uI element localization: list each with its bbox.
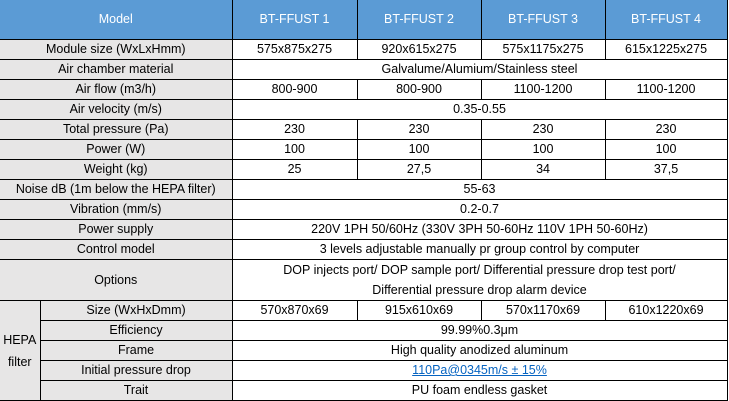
row-label: Total pressure (Pa) (0, 120, 232, 140)
cell: 100 (357, 140, 481, 160)
cell: 575x875x275 (232, 40, 357, 60)
cell: 99.99%0.3μm (232, 321, 727, 341)
row-hepa-frame (0, 341, 727, 361)
cell: 570x870x69 (232, 301, 357, 321)
row-hepa-efficiency (0, 321, 727, 341)
cell: 100 (605, 140, 727, 160)
row-label: Control model (0, 240, 232, 260)
row-power (0, 140, 727, 160)
model-header-1: BT-FFUST 1 (232, 0, 357, 40)
row-label: Efficiency (40, 321, 232, 341)
row-module-size (0, 40, 727, 60)
cell: 230 (232, 120, 357, 140)
row-air-flow (0, 80, 727, 100)
cell: 610x1220x69 (605, 301, 727, 321)
cell: 0.2-0.7 (232, 200, 727, 220)
cell: 100 (481, 140, 605, 160)
cell: 615x1225x275 (605, 40, 727, 60)
group-label-line-2: filter (7, 354, 32, 369)
cell: 100 (232, 140, 357, 160)
cell: 800-900 (357, 80, 481, 100)
row-label: Power (W) (0, 140, 232, 160)
cell: 25 (232, 160, 357, 180)
row-power-supply (0, 220, 727, 240)
cell: Galvalume/Alumium/Stainless steel (232, 60, 727, 80)
row-vibration (0, 200, 727, 220)
row-label: Module size (WxLxHmm) (0, 40, 232, 60)
cell: 575x1175x275 (481, 40, 605, 60)
model-header-4: BT-FFUST 4 (605, 0, 727, 40)
cell: High quality anodized aluminum (232, 341, 727, 361)
row-label: Air chamber material (0, 60, 232, 80)
row-label: Frame (40, 341, 232, 361)
row-label: Noise dB (1m below the HEPA filter) (0, 180, 232, 200)
model-header-2: BT-FFUST 2 (357, 0, 481, 40)
cell (232, 361, 727, 381)
cell: 230 (357, 120, 481, 140)
cell: 220V 1PH 50/60Hz (330V 3PH 50-60Hz 110V 1PH 50-60Hz) (232, 220, 727, 240)
row-air-velocity (0, 100, 727, 120)
group-label-line-1: HEPA (3, 332, 37, 347)
row-control-model (0, 240, 727, 260)
row-noise (0, 180, 727, 200)
pressure-drop-link[interactable]: 110Pa@0345m/s ± 15% (412, 363, 547, 377)
cell: 570x1170x69 (481, 301, 605, 321)
cell: 230 (481, 120, 605, 140)
row-label: Power supply (0, 220, 232, 240)
row-label: Size (WxHxDmm) (40, 301, 232, 321)
row-weight (0, 160, 727, 180)
row-label: Air velocity (m/s) (0, 100, 232, 120)
row-label: Options (0, 260, 232, 301)
cell: 34 (481, 160, 605, 180)
header-row (0, 0, 727, 40)
model-header-3: BT-FFUST 3 (481, 0, 605, 40)
cell: 0.35-0.55 (232, 100, 727, 120)
row-label: Vibration (mm/s) (0, 200, 232, 220)
cell: PU foam endless gasket (232, 381, 727, 401)
row-options (0, 260, 727, 301)
cell: 37,5 (605, 160, 727, 180)
cell: 915x610x69 (357, 301, 481, 321)
cell: 800-900 (232, 80, 357, 100)
cell: 1100-1200 (605, 80, 727, 100)
model-header: Model (0, 0, 232, 40)
row-total-pressure (0, 120, 727, 140)
row-hepa-size (0, 301, 727, 321)
row-hepa-initial-pressure-drop (0, 361, 727, 381)
cell: 3 levels adjustable manually pr group control by computer (232, 240, 727, 260)
cell: 920x615x275 (357, 40, 481, 60)
options-line-2: Differential pressure drop alarm device (372, 283, 587, 297)
row-label: Initial pressure drop (40, 361, 232, 381)
cell (232, 260, 727, 301)
hepa-filter-group-label (0, 301, 40, 401)
row-hepa-trait (0, 381, 727, 401)
options-line-1: DOP injects port/ DOP sample port/ Differential pressure drop test port/ (283, 263, 676, 277)
cell: 27,5 (357, 160, 481, 180)
cell: 230 (605, 120, 727, 140)
row-air-chamber-material (0, 60, 727, 80)
row-label: Trait (40, 381, 232, 401)
row-label: Weight (kg) (0, 160, 232, 180)
cell: 1100-1200 (481, 80, 605, 100)
row-label: Air flow (m3/h) (0, 80, 232, 100)
cell: 55-63 (232, 180, 727, 200)
